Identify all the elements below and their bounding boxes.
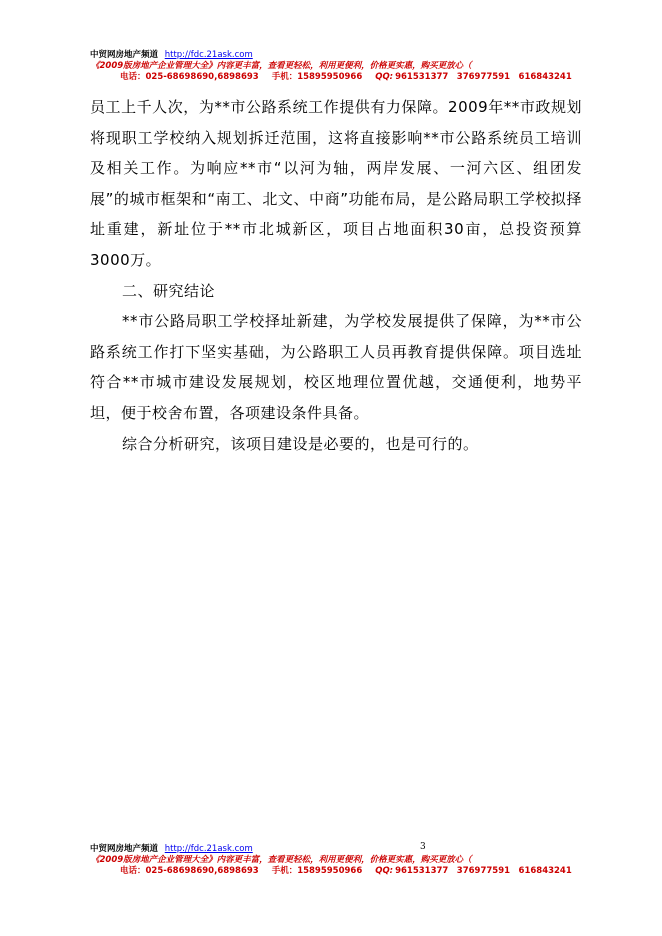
footer-promo-text: 《2009版房地产企业管理大全》内容更丰富，查看更轻松，利用更便利，价格更实惠，购买更放心（ bbox=[91, 855, 472, 865]
section-heading: 二、研究结论 bbox=[122, 281, 216, 300]
page-number: 3 bbox=[420, 842, 426, 852]
footer-qq-numbers: 961531377 376977591 616843241 bbox=[395, 866, 572, 876]
header-qq-label: QQ: bbox=[375, 72, 394, 82]
page-header bbox=[90, 50, 570, 83]
header-mobile: 手机：15895950966 bbox=[271, 72, 363, 82]
header-qq-numbers: 961531377 376977591 616843241 bbox=[395, 72, 572, 82]
paragraph-continuation: 员工上千人次，为**市公路系统工作提供有力保障。2009年**市政规划将现职工学校纳入规划拆迁范围，这将直接影响**市公路系统员工培训及相关工作。为响应**市“以河为轴，两岸发展、一河六区、组团发展”的城市框架和“南工、北文、中商”功能布局，是公路局职工学校拟择址重建，新址位于**市北城新区，项目占地面积30亩，总投资预算3000万。 bbox=[90, 98, 582, 269]
header-url-link[interactable]: http://fdc.21ask.com bbox=[164, 50, 253, 60]
header-site-name: 中贸网房地产频道 bbox=[90, 50, 159, 60]
footer-mobile: 手机：15895950966 bbox=[271, 866, 363, 876]
paragraph-conclusion: **市公路局职工学校择址新建，为学校发展提供了保障，为**市公路系统工作打下坚实基础，为公路职工人员再教育提供保障。项目选址符合**市城市建设发展规划，校区地理位置优越，交通便利，地势平坦，便于校舍布置，各项建设条件具备。 bbox=[90, 312, 582, 422]
footer-url-link[interactable]: http://fdc.21ask.com bbox=[164, 844, 253, 854]
header-promo-text: 《2009版房地产企业管理大全》内容更丰富，查看更轻松，利用更便利，价格更实惠，购买更放心（ bbox=[91, 61, 472, 71]
footer-site-line bbox=[90, 844, 570, 855]
header-site-line bbox=[90, 50, 570, 61]
footer-contact-line bbox=[90, 866, 570, 877]
document-body bbox=[90, 92, 582, 459]
footer-site-name: 中贸网房地产频道 bbox=[90, 844, 159, 854]
footer-phone: 电话：025-68698690,6898693 bbox=[120, 866, 259, 876]
header-contact-line bbox=[90, 72, 570, 83]
paragraph-summary: 综合分析研究，该项目建设是必要的，也是可行的。 bbox=[122, 434, 479, 453]
header-phone: 电话：025-68698690,6898693 bbox=[120, 72, 259, 82]
footer-qq-label: QQ: bbox=[375, 866, 394, 876]
page-footer bbox=[90, 844, 570, 877]
